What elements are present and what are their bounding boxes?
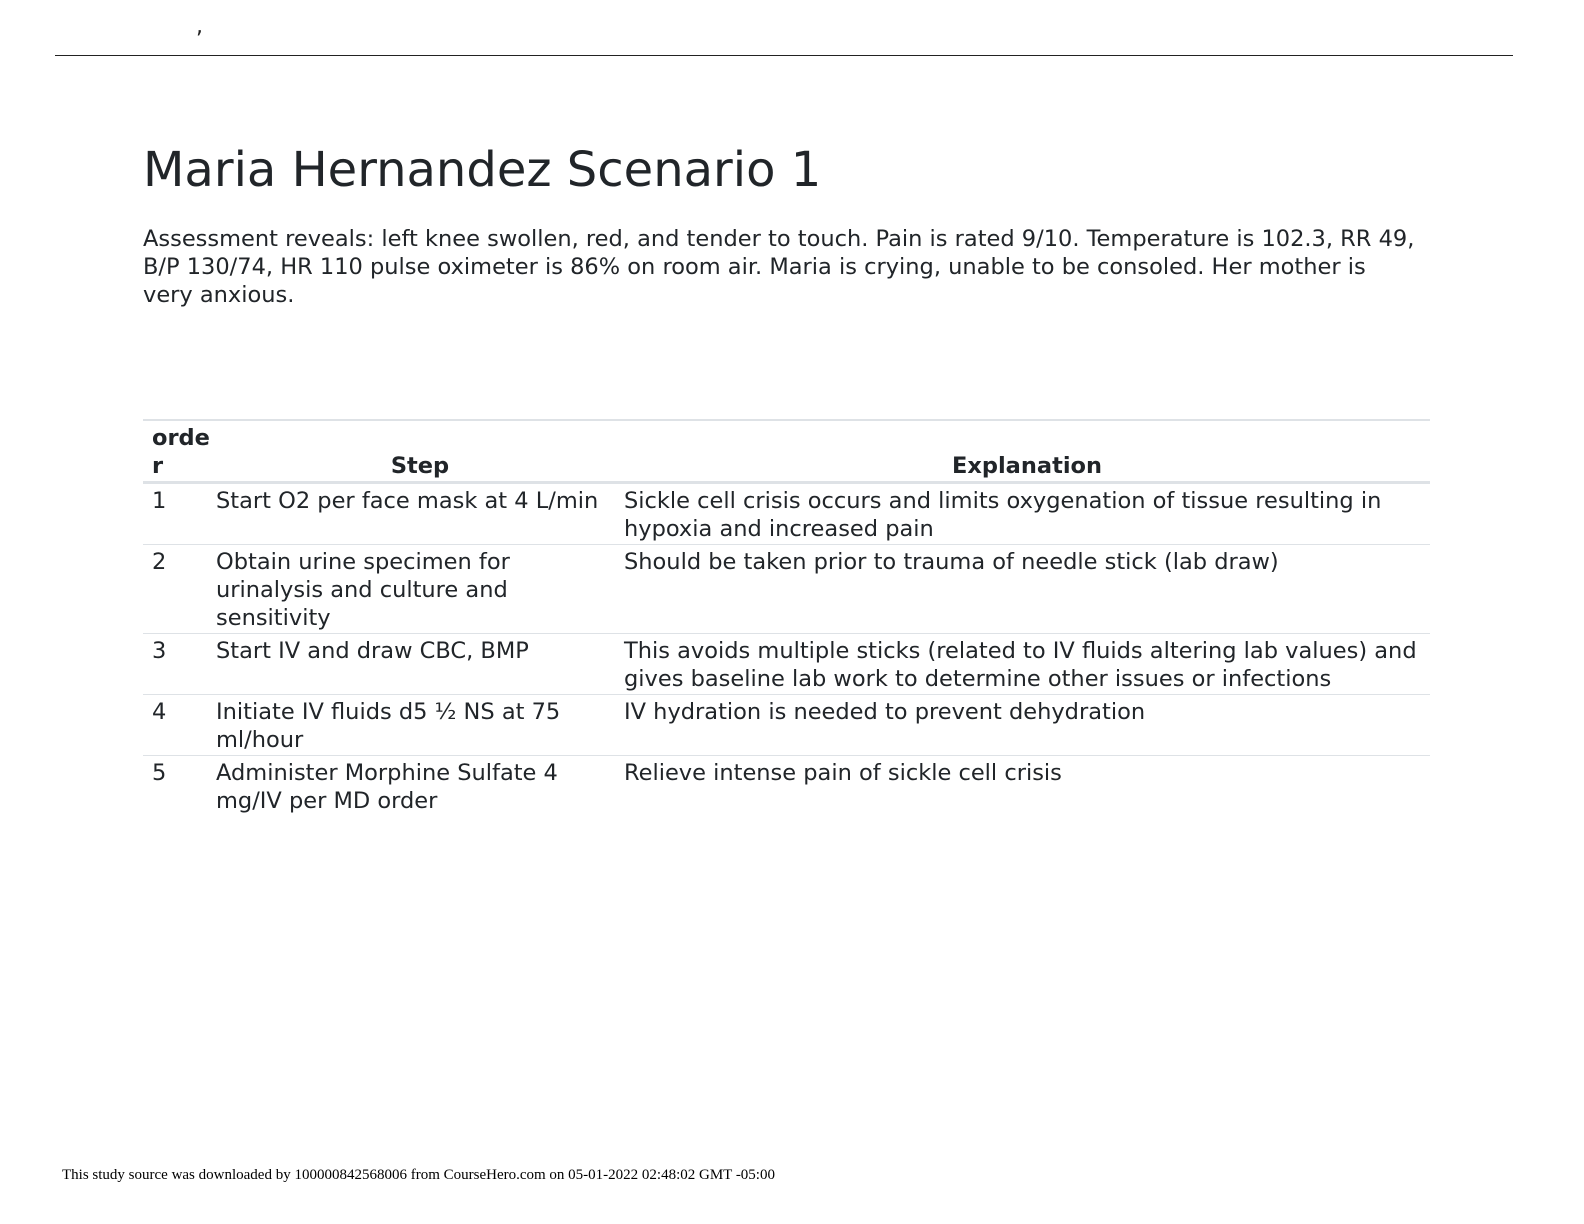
table-header-row bbox=[143, 420, 1430, 483]
header-order: order bbox=[152, 425, 210, 479]
header-mark: , bbox=[196, 14, 203, 39]
row-order: 4 bbox=[152, 699, 167, 725]
row-step: Administer Morphine Sulfate 4 mg/IV per MD order bbox=[216, 760, 558, 814]
table-row bbox=[143, 756, 1430, 817]
table-row bbox=[143, 634, 1430, 695]
row-explanation: Should be taken prior to trauma of needle stick (lab draw) bbox=[624, 549, 1279, 575]
row-order: 2 bbox=[152, 549, 167, 575]
table-row bbox=[143, 545, 1430, 634]
row-order: 3 bbox=[152, 638, 167, 664]
row-order: 5 bbox=[152, 760, 167, 786]
table-row bbox=[143, 483, 1430, 545]
row-step: Start IV and draw CBC, BMP bbox=[216, 638, 529, 664]
row-step: Obtain urine specimen for urinalysis and culture and sensitivity bbox=[216, 549, 510, 631]
row-explanation: IV hydration is needed to prevent dehydration bbox=[624, 699, 1146, 725]
page-title: Maria Hernandez Scenario 1 bbox=[143, 142, 822, 198]
row-explanation: Sickle cell crisis occurs and limits oxygenation of tissue resulting in hypoxia and increased pain bbox=[624, 488, 1382, 542]
header-step: Step bbox=[390, 453, 450, 479]
header-rule bbox=[55, 55, 1513, 56]
assessment-paragraph: Assessment reveals: left knee swollen, red, and tender to touch. Pain is rated 9/10. Temperature is 102.3, RR 49, B/P 130/74, HR 110 pulse oximeter is 86% on room air. Maria is crying, unable to be consoled. Her mother is very anxious. bbox=[143, 226, 1415, 308]
care-steps-table bbox=[143, 419, 1430, 816]
row-step: Initiate IV fluids d5 ½ NS at 75 ml/hour bbox=[216, 699, 561, 753]
row-step: Start O2 per face mask at 4 L/min bbox=[216, 488, 599, 514]
row-order: 1 bbox=[152, 488, 167, 514]
header-explanation: Explanation bbox=[951, 453, 1103, 479]
source-footer-note: This study source was downloaded by 100000842568006 from CourseHero.com on 05-01-2022 02:48:02 GMT -05:00 bbox=[62, 1167, 775, 1183]
row-explanation: Relieve intense pain of sickle cell crisis bbox=[624, 760, 1062, 786]
table-row bbox=[143, 695, 1430, 756]
row-explanation: This avoids multiple sticks (related to IV fluids altering lab values) and gives baseline lab work to determine other issues or infections bbox=[624, 638, 1417, 692]
